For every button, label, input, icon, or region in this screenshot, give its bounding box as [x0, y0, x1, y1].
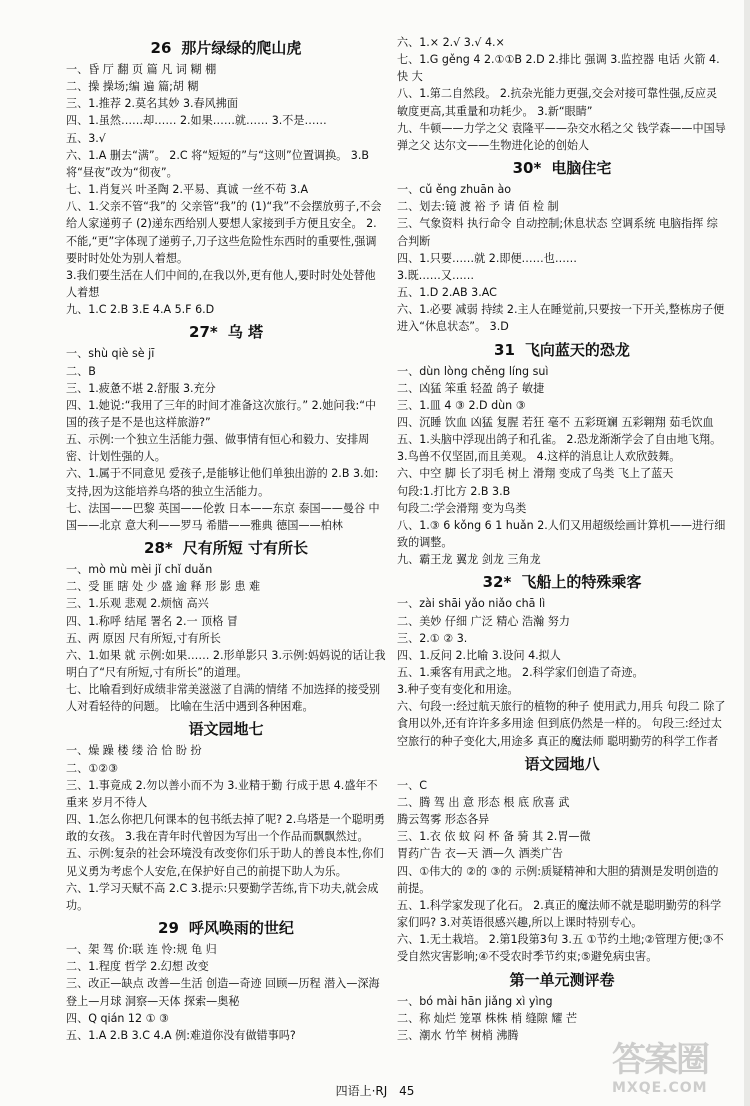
answer-line: 二、腾 驾 出 意 形态 根 底 欣喜 武	[397, 795, 570, 809]
section-title-text: 语文园地八	[524, 754, 600, 773]
answer-line: 四、1.反问 2.比喻 3.设问 4.拟人	[397, 648, 561, 662]
answer-section	[66, 536, 386, 715]
answer-section	[397, 570, 727, 749]
answer-line: 一、C	[397, 778, 427, 792]
answer-line: 二、称 灿烂 笼罩 株株 梢 缝隙 耀 芒	[397, 1011, 577, 1025]
answer-line: 六、句段一:经过航天旅行的植物的种子 使用武力,用兵 句段二 除了食用以外,还有许许多多用途 但到底仍然是一样的。 句段三:经过太空旅行的种子变化大,用途多 真正的魔法师 聪明勤劳的科学工作者	[397, 700, 726, 748]
answer-line: 四、沉睡 饮血 凶猛 复腥 若狂 毫不 五彩斑斓 五彩翱翔 茹毛饮血	[397, 415, 714, 429]
section-number: 31	[494, 340, 515, 359]
answer-line: 3.种子变有变化和用途。	[397, 683, 519, 697]
section-title-text: 电脑住宅	[551, 159, 612, 178]
right-column	[397, 34, 727, 1044]
answer-section	[397, 34, 727, 154]
answer-line: 二、凶猛 笨重 轻盈 鸽子 敏捷	[397, 381, 545, 395]
answer-line: 五、1.A 2.B 3.C 4.A 例:难道你没有做错事吗?	[66, 1028, 296, 1042]
answer-line: 五、1.科学家发现了化石。 2.真正的魔法师不就是聪明勤劳的科学家们吗? 3.对英语很感兴趣,所以上课时特别专心。	[397, 898, 722, 930]
answer-line: 三、1.衣 依 蚊 闷 杯 备 骑 其 2.胃—微	[397, 830, 591, 844]
section-number: 32*	[482, 573, 512, 592]
answer-line: 四、1.只要……就 2.即便……也……	[397, 251, 578, 265]
section-title-text: 乌 塔	[227, 323, 263, 342]
answer-line: 三、改正—缺点 改善—生活 创造—奇迹 回顾—历程 潜入—深海 登上—月球 洞察—天体 探索—奥秘	[66, 977, 384, 1008]
answer-section	[397, 338, 727, 569]
answer-line: 五、示例:一个独立生活能力强、做事情有恒心和毅力、安排周密、计划性强的人。	[66, 433, 370, 464]
answer-section	[397, 156, 727, 335]
answer-line: 七、比喻看到好成绩非常美滋滋了自满的情绪 不加选择的接受别人对看轻待的问题。 比喻在生活中遇到各种困难。	[66, 683, 381, 714]
answer-line: 二、划去:镜 渡 裕 予 请 佰 检 制	[397, 200, 559, 214]
answer-line: 句段二:学会滑翔 变为鸟类	[397, 501, 527, 515]
section-title-text: 飞船上的特殊乘客	[521, 573, 642, 592]
answer-line: 四、1.她说:“我用了三年的时间才准备这次旅行。” 2.她问我:“中国的孩子是不是也这样旅游?”	[66, 398, 377, 429]
answer-line: 二、操 操场;编 遍 篇;胡 糊	[66, 80, 199, 94]
answer-line: 五、两 原因 尺有所短,寸有所长	[66, 631, 221, 645]
answer-line: 句段:1.打比方 2.B 3.B	[397, 484, 511, 498]
answer-line: 二、①②③	[66, 761, 119, 775]
answer-line: 三、气象资料 执行命令 自动控制;休息状态 空调系统 电脑指挥 综合判断	[397, 217, 718, 248]
answer-line: 八、1.③ 6 kǒng 6 1 huǎn 2.人们又用超级绘画计算机——进行细致的调整。	[397, 518, 726, 550]
answer-line: 一、昏 厅 翻 页 篇 凡 词 糊 棚	[66, 63, 217, 76]
answer-line: 六、1.无土栽培。 2.第1段第3句 3.五 ①节约土地;②管理方便;③不受自然灾害影响;④不受农时季节约束;⑤避免病虫害。	[397, 933, 724, 964]
answer-line: 三、2.① ② 3.	[397, 631, 468, 645]
answer-section	[397, 968, 727, 1044]
page-number: 45	[399, 1084, 415, 1098]
answer-line: 六、1.必要 减弱 持续 2.主人在睡觉前,只要按一下开关,整栋房子便进入“休息状态”。 3.D	[397, 303, 725, 334]
section-title-text: 那片绿绿的爬山虎	[181, 39, 302, 57]
answer-line: 3.我们要生活在人们中间的,在我以外,更有他人,要时时处处替他人着想	[66, 268, 376, 300]
answer-section	[397, 752, 727, 966]
section-title	[66, 916, 386, 940]
section-title-text: 尺有所短 寸有所长	[182, 539, 308, 558]
answer-section	[66, 320, 386, 534]
section-title	[397, 968, 727, 992]
answer-line: 六、1.学习天赋不高 2.C 3.提示:只要勤学苦练,肯下功夫,就会成功。	[66, 881, 379, 912]
section-number: 30*	[512, 159, 542, 178]
watermark-main-text: 答案圈	[612, 1040, 708, 1080]
section-title-text: 飞向蓝天的恐龙	[524, 340, 630, 359]
section-title	[397, 570, 727, 594]
answer-line: 一、cǔ ěng zhuān ào	[397, 183, 512, 197]
answer-line: 五、1.乘客有用武之地。 2.科学家们创造了奇迹。	[397, 666, 644, 679]
answer-line: 六、1.A 删去“满”。 2.C 将“短短的”与“这则”位置调换。 3.B 将“昼夜”改为“彻夜”。	[66, 148, 373, 179]
answer-line: 五、1.D 2.AB 3.AC	[397, 286, 497, 300]
answer-line: 三、潮水 竹竿 树梢 沸腾	[397, 1028, 519, 1042]
answer-line: 四、1.怎么你把几何课本的包书纸去掉了呢? 2.乌塔是一个聪明勇敢的女孩。 3.我在青年时代曾因为写出一个作品而飘飘然过。	[66, 813, 386, 844]
left-column	[66, 34, 386, 1044]
section-title	[66, 536, 386, 560]
section-number: 26	[150, 39, 172, 57]
answer-line: 一、燥 躁 楼 缕 洽 恰 盼 扮	[66, 744, 202, 758]
answer-line: 二、1.程度 哲学 2.幻想 改变	[66, 960, 209, 974]
answer-line: 四、1.虽然……却…… 2.如果……就…… 3.不是……	[66, 114, 327, 128]
answer-line: 五、1.头脑中浮现出鸽子和孔雀。 2.恐龙渐渐学会了自由地飞翔。 3.鸟兽不仅坚固,而且美观。 4.这样的消息让人欢欣鼓舞。	[397, 433, 725, 464]
answer-line: 八、1.第二自然段。 2.抗杂光能力更强,交会对接可靠性强,反应灵敏度更高,其重量和功耗少。 3.新“眼睛”	[397, 87, 718, 118]
answer-section	[66, 36, 386, 318]
answer-line: 六、1.属于不同意见 爱孩子,是能够让他们单独出游的 2.B 3.如:支持,因为这能培养乌塔的独立生活能力。	[66, 467, 379, 498]
answer-line: 四、Q qián 12 ① ③	[66, 1011, 169, 1025]
answer-line: 四、1.称呼 结尾 署名 2.一 顶格 冒	[66, 614, 238, 628]
answer-section	[66, 916, 386, 1044]
answer-line: 六、1.如果 就 示例:如果…… 2.形单影只 3.示例:妈妈说的话让我明白了“尺有所短,寸有所长”的道理。	[66, 648, 386, 679]
answer-line: 三、1.疲惫不堪 2.舒服 3.充分	[66, 381, 216, 395]
section-number: 29	[158, 919, 179, 938]
answer-line: 一、bó mài hān jiǎng xì yìng	[397, 994, 553, 1008]
section-title	[397, 752, 727, 776]
answer-line: 二、美妙 仔细 广泛 精心 浩瀚 努力	[397, 614, 570, 628]
page-edge-shadow	[744, 0, 750, 1106]
answer-line: 一、架 驾 价:联 连 怜:规 龟 归	[66, 943, 217, 957]
section-title	[397, 338, 727, 362]
section-title	[397, 156, 727, 180]
answer-line: 腾云驾雾 形态各异	[397, 813, 490, 827]
footer-label: 四语上·RJ	[335, 1084, 388, 1098]
answer-line: 胃药广告 衣—天 酒—久 酒类广告	[397, 847, 563, 861]
answer-line: 五、3.√	[66, 131, 106, 145]
section-title	[66, 717, 386, 741]
answer-line: 三、1.乐观 悲观 2.烦恼 高兴	[66, 597, 209, 611]
section-title	[66, 36, 386, 60]
answer-line: 二、受 匪 瞎 处 少 盛 逾 释 形 影 患 难	[66, 580, 261, 594]
answer-line: 一、zài shāi yǎo niǎo chā lì	[397, 597, 546, 611]
answer-line: 一、dùn lòng chěng líng suì	[397, 364, 549, 378]
answer-line: 三、1.事竟成 2.勿以善小而不为 3.业精于勤 行成于思 4.盛年不重来 岁月不待人	[66, 778, 378, 809]
answer-line: 六、中空 脚 长了羽毛 树上 滑翔 变成了鸟类 飞上了蓝天	[397, 467, 674, 481]
answer-line: 一、shù qiè sè jī	[66, 347, 155, 361]
watermark-sub-text: MXQE.COM	[612, 1080, 708, 1096]
answer-line: 三、1.皿 4 ③ 2.D dùn ③	[397, 398, 526, 412]
answer-line: 二、B	[66, 364, 96, 378]
answer-line: 三、1.推荐 2.莫名其妙 3.春风拂面	[66, 97, 238, 111]
answer-line: 七、1.肖复兴 叶圣陶 2.平易、真诚 一丝不苟 3.A	[66, 183, 309, 197]
answer-line: 九、1.C 2.B 3.E 4.A 5.F 6.D	[66, 303, 215, 317]
section-title	[66, 320, 386, 344]
answer-line: 七、法国——巴黎 英国——伦敦 日本——东京 泰国——曼谷 中国——北京 意大利——罗马 希腊——雅典 德国——柏林	[66, 501, 380, 532]
answer-line: 六、1.× 2.√ 3.√ 4.×	[397, 36, 505, 49]
watermark-logo	[612, 1040, 740, 1100]
answer-section	[66, 717, 386, 914]
section-number: 27*	[189, 323, 218, 342]
answer-line: 九、霸王龙 翼龙 剑龙 三角龙	[397, 553, 541, 567]
section-title-text: 语文园地七	[188, 720, 264, 739]
section-title-text: 第一单元测评卷	[509, 970, 615, 989]
answer-line: 四、①伟大的 ②的 ③的 示例:质疑精神和大胆的猜测是发明创造的前提。	[397, 864, 719, 895]
answer-line: 八、1.父亲不管“我”的 父亲管“我”的 (1)“我”不会摆放剪子,不会给人家递剪子 (2)递东西给别人要想人家接到手方便且安全。 2.不能,“更”字体现了递剪子,刀子这些危险性东西时的重要性,强调要时时处处为别人着想。	[66, 200, 382, 265]
answer-line: 九、牛顿——力学之父 袁隆平——杂交水稻之父 钱学森——中国导弹之父 达尔文——生物进化论的创始人	[397, 121, 726, 152]
answer-line: 一、mò mù mèi jǐ chǐ duǎn	[66, 563, 213, 577]
section-number: 28*	[144, 539, 173, 558]
answer-line: 五、示例:复杂的社会环境没有改变你们乐于助人的善良本性,你们见义勇为考虑个人安危,在保护好自己的前提下助人为乐。	[66, 847, 384, 878]
answer-line: 七、1.G gěng 4 2.①①B 2.D 2.排比 强调 3.监控器 电话 火箭 4.快 大	[397, 53, 720, 84]
answer-line: 3.既……又……	[397, 268, 475, 282]
section-title-text: 呼风唤雨的世纪	[188, 919, 294, 938]
